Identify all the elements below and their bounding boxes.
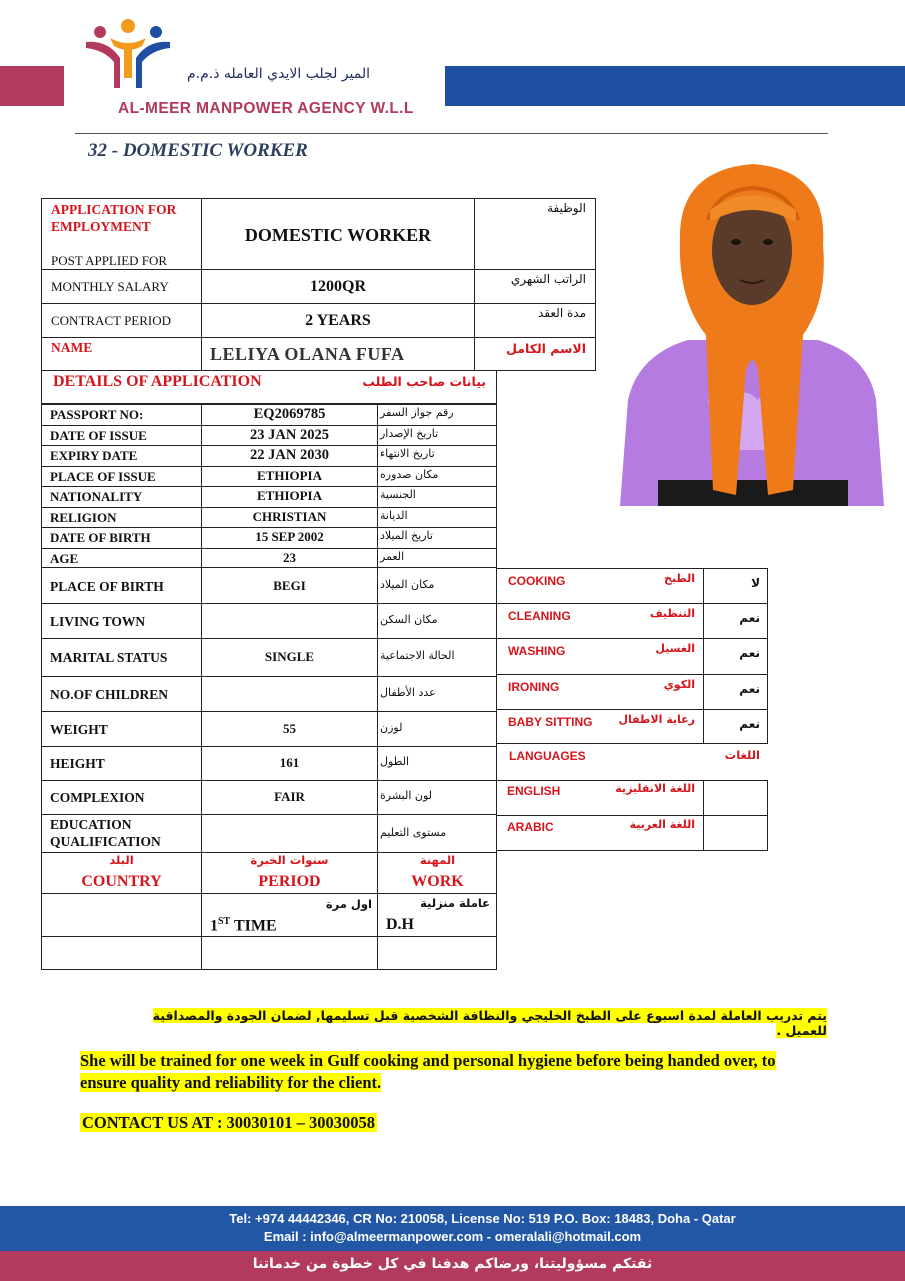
languages-heading: LANGUAGES <box>509 749 586 763</box>
contract-period-label: CONTRACT PERIOD <box>51 313 172 328</box>
details-row-divider <box>41 425 497 426</box>
detail-arabic: الديانة <box>380 508 408 522</box>
details-row-divider <box>41 603 497 604</box>
header-right-bar <box>445 66 905 106</box>
detail-label: LIVING TOWN <box>50 613 146 629</box>
skill-arabic: الغسيل <box>655 642 695 655</box>
experience-period-arabic: اول مرة <box>325 897 372 911</box>
details-row-divider <box>41 638 497 639</box>
contact-line <box>80 1113 377 1133</box>
experience-divider <box>41 936 497 937</box>
detail-label: PLACE OF BIRTH <box>50 578 164 594</box>
detail-label: COMPLEXION <box>50 790 145 805</box>
languages-divider <box>497 815 768 816</box>
page-title: 32 - DOMESTIC WORKER <box>88 140 308 161</box>
footer-email: Email : info@almeermanpower.com - omeralali@hotmail.com <box>263 1229 642 1244</box>
detail-label: PASSPORT NO: <box>50 407 144 422</box>
skill-answer: نعم <box>739 611 760 625</box>
footer-tagline: ثقتكم مسؤوليتنا، ورضاكم هدفنا في كل خطوة من خدماتنا <box>252 1256 653 1272</box>
name-label: NAME <box>51 340 93 355</box>
detail-arabic: عدد الأطفال <box>380 685 436 699</box>
footer-contact-bar <box>0 1206 905 1251</box>
monthly-salary-label: MONTHLY SALARY <box>51 279 169 294</box>
details-row-divider <box>41 507 497 508</box>
training-note-english <box>80 1050 800 1094</box>
details-row-divider <box>41 780 497 781</box>
detail-label: WEIGHT <box>50 721 108 737</box>
detail-value: ETHIOPIA <box>256 467 322 483</box>
skill-label: WASHING <box>508 644 566 658</box>
skills-row-divider <box>497 638 768 639</box>
skill-answer: لا <box>751 576 760 590</box>
country-arabic: البلد <box>109 853 134 867</box>
experience-divider <box>377 853 378 970</box>
detail-value: 23 JAN 2025 <box>250 426 329 443</box>
detail-label: MARITAL STATUS <box>50 650 168 665</box>
training-note-arabic <box>122 1008 827 1038</box>
detail-arabic: رقم جواز السفر <box>380 406 454 419</box>
skills-row-divider <box>497 603 768 604</box>
work-arabic: المهنة <box>419 853 456 867</box>
detail-label: PLACE OF ISSUE <box>50 468 156 484</box>
applicant-photo <box>618 150 886 506</box>
detail-label: AGE <box>50 550 79 566</box>
detail-arabic: الحالة الاجتماعية <box>380 649 455 662</box>
footer-tagline-bar <box>0 1251 905 1281</box>
experience-table <box>41 853 497 970</box>
details-row-divider <box>41 711 497 712</box>
detail-arabic: مكان صدوره <box>380 467 439 481</box>
skill-arabic: رعاية الاطفال <box>618 713 695 726</box>
details-row-divider <box>41 445 497 446</box>
skills-row-divider <box>497 674 768 675</box>
application-label: APPLICATION FOR EMPLOYMENT <box>51 202 177 234</box>
details-row-divider <box>41 746 497 747</box>
top-table-divider <box>41 269 596 270</box>
brand-name-english: AL-MEER MANPOWER AGENCY W.L.L <box>118 100 414 117</box>
country-header: COUNTRY <box>81 873 162 890</box>
period-header: PERIOD <box>258 873 321 890</box>
details-row-divider <box>41 486 497 487</box>
details-row-divider <box>41 466 497 467</box>
skill-label: COOKING <box>508 574 566 588</box>
detail-arabic: تاريخ الإصدار <box>380 426 439 440</box>
detail-arabic: مستوى التعليم <box>380 825 447 839</box>
details-row-divider <box>41 527 497 528</box>
contract-period-value: 2 YEARS <box>305 312 371 329</box>
detail-value: 161 <box>279 755 300 770</box>
skill-label: CLEANING <box>508 609 571 623</box>
detail-arabic: مكان السكن <box>380 612 438 626</box>
detail-value: 22 JAN 2030 <box>250 447 329 463</box>
experience-divider <box>201 853 202 970</box>
contract-period-arabic: مدة العقد <box>538 306 586 320</box>
language-english: ENGLISH <box>507 784 561 798</box>
skill-arabic: التنظيف <box>649 607 695 620</box>
details-row-divider <box>41 676 497 677</box>
skill-label: BABY SITTING <box>508 715 593 729</box>
detail-arabic: الطول <box>380 755 410 768</box>
training-note-english-text: She will be trained for one week in Gulf cooking and personal hygiene before being handed over, to ensure quality and reliability for the client. <box>80 1051 776 1092</box>
detail-label: DATE OF BIRTH <box>50 530 151 545</box>
period-arabic: سنوات الخبرة <box>250 853 329 867</box>
experience-work-arabic: عاملة منزلية <box>420 896 490 910</box>
header-divider <box>75 133 828 134</box>
detail-value: 55 <box>283 720 296 736</box>
skill-label: IRONING <box>508 680 560 694</box>
header-left-bar <box>0 66 64 106</box>
skills-divider <box>703 568 704 744</box>
detail-value: BEGI <box>273 577 306 593</box>
detail-label: DATE OF ISSUE <box>50 427 147 443</box>
contact-line-text: CONTACT US AT : 30030101 – 30030058 <box>82 1113 376 1132</box>
skill-arabic: الكوي <box>663 678 695 691</box>
details-row-divider <box>41 814 497 815</box>
skill-arabic: الطبخ <box>663 572 695 585</box>
language-arabic-arabic: اللغة العربية <box>629 818 695 831</box>
detail-value: EQ2069785 <box>253 406 326 422</box>
top-table-divider <box>41 303 596 304</box>
language-english-arabic: اللغة الانقليزية <box>615 782 695 795</box>
language-arabic: ARABIC <box>507 820 554 834</box>
experience-period-value: 1ST TIME <box>210 916 277 935</box>
skills-row-divider <box>497 709 768 710</box>
details-heading-arabic: بيانات صاحب الطلب <box>362 374 486 389</box>
detail-value: 23 <box>283 549 296 565</box>
post-applied-arabic: الوظيفة <box>547 201 586 215</box>
detail-label: RELIGION <box>50 509 117 525</box>
experience-divider <box>41 893 497 894</box>
monthly-salary-arabic: الراتب الشهري <box>510 272 586 286</box>
detail-value: SINGLE <box>264 649 315 664</box>
detail-label: EXPIRY DATE <box>50 448 138 463</box>
monthly-salary-value: 1200QR <box>310 278 366 295</box>
detail-value: FAIR <box>274 789 305 804</box>
work-header: WORK <box>411 873 464 890</box>
skill-answer: نعم <box>739 682 760 696</box>
detail-arabic: تاريخ الميلاد <box>380 529 433 542</box>
detail-value: ETHIOPIA <box>256 488 322 503</box>
post-applied-value: DOMESTIC WORKER <box>244 225 432 245</box>
detail-arabic: لون البشرة <box>380 789 432 802</box>
top-table-divider <box>41 337 596 338</box>
top-table-divider <box>474 198 475 371</box>
detail-label: NATIONALITY <box>50 489 143 504</box>
name-arabic: الاسم الكامل <box>506 341 586 356</box>
detail-label: NO.OF CHILDREN <box>50 686 169 702</box>
brand-name-arabic: المير لجلب الايدي العامله ذ.م.م <box>186 66 370 82</box>
detail-arabic: العمر <box>380 549 405 563</box>
details-heading: DETAILS OF APPLICATION <box>53 373 262 390</box>
languages-heading-arabic: اللغات <box>724 748 760 762</box>
detail-label: HEIGHT <box>50 756 105 771</box>
footer-address: Tel: +974 44442346, CR No: 210058, License No: 519 P.O. Box: 18483, Doha - Qatar <box>229 1211 736 1226</box>
post-applied-label: POST APPLIED FOR <box>51 253 168 268</box>
detail-value: CHRISTIAN <box>252 508 327 524</box>
skill-answer: نعم <box>739 646 760 660</box>
detail-arabic: الجنسية <box>380 488 416 501</box>
detail-arabic: لوزن <box>380 720 403 734</box>
skill-answer: نعم <box>739 717 760 731</box>
training-note-arabic-text: يتم تدريب العاملة لمدة اسبوع على الطبخ الخليجي والنظافة الشخصية قبل تسليمها, لضمان الجودة والمصداقية للعميل . <box>152 1008 827 1038</box>
detail-arabic: مكان الميلاد <box>380 577 435 591</box>
name-value: LELIYA OLANA FUFA <box>210 344 405 364</box>
detail-value: 15 SEP 2002 <box>255 529 324 544</box>
experience-work-value: D.H <box>386 916 414 933</box>
detail-arabic: تاريخ الانتهاء <box>380 447 435 460</box>
details-row-divider <box>41 548 497 549</box>
detail-label: EDUCATION QUALIFICATION <box>50 817 161 849</box>
